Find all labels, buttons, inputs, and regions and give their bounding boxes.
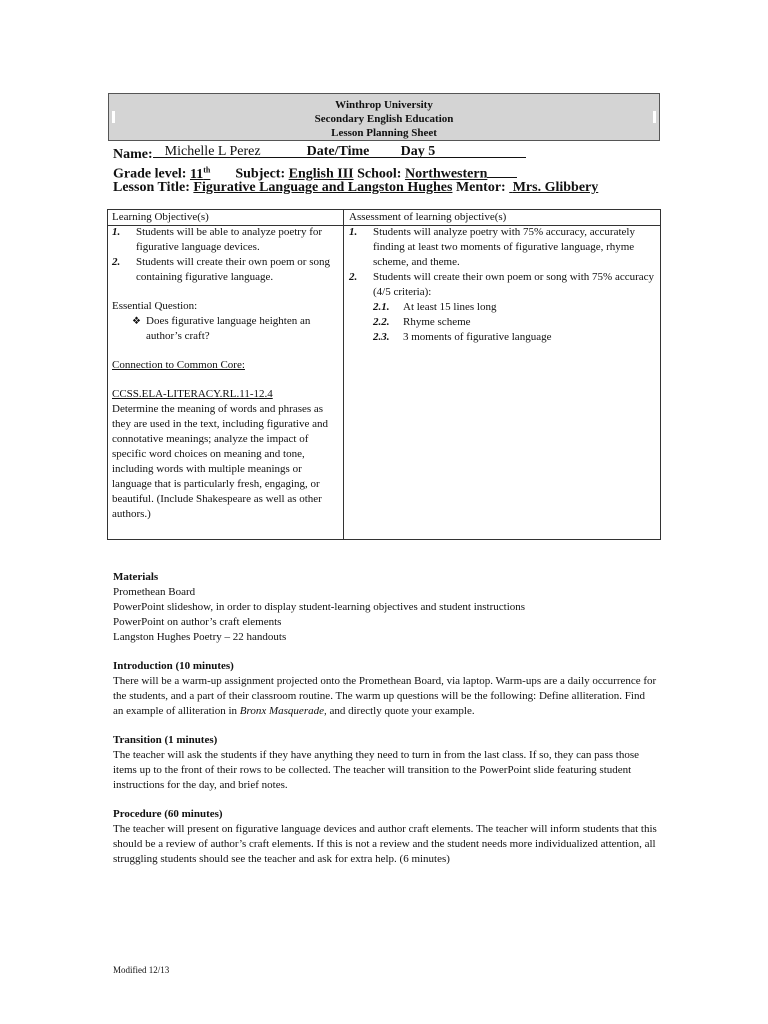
title-row <box>113 179 598 196</box>
material-item: PowerPoint slideshow, in order to display student-learning objectives and student instructions <box>113 601 526 613</box>
footer-modified-date: Modified 12/13 <box>113 965 170 975</box>
name-label: Name: <box>113 147 153 162</box>
school-underline <box>487 163 517 178</box>
criteria-item: 2.1. At least 15 lines long <box>373 301 497 313</box>
name-value: Michelle L Perez <box>164 144 261 159</box>
assessment-column <box>349 210 655 345</box>
school-label: School: <box>357 166 402 182</box>
name-row <box>113 143 526 163</box>
material-item: Langston Hughes Poetry – 22 handouts <box>113 631 287 643</box>
ccss-standard-text: Determine the meaning of words and phrases as they are used in the text, including figurative and connotative meanings; analyze the impact of specific word choices on meaning and tone, including words with multiple meanings or language that is particularly fresh, engaging, or beautiful. (Include Shakespeare as well as other authors.) <box>112 403 328 520</box>
materials-heading: Materials <box>113 571 159 583</box>
header-right-marker <box>653 111 656 123</box>
learning-objectives-column <box>112 210 340 522</box>
datetime-value: Day 5 <box>400 144 436 159</box>
datetime-label: Date/Time <box>306 144 370 159</box>
diamond-bullet-icon: ❖ <box>132 316 141 327</box>
essential-question-label: Essential Question: <box>112 300 198 312</box>
header-left-marker <box>112 111 115 123</box>
lesson-title-label: Lesson Title: <box>113 180 190 195</box>
procedure-heading: Procedure (60 minutes) <box>113 808 223 820</box>
assessment-item: 2. Students will create their own poem or song with 75% accuracy (4/5 criteria): <box>349 271 655 298</box>
learning-objectives-header: Learning Objective(s) <box>112 211 209 223</box>
grade-value: 11th <box>189 165 211 182</box>
subject-value: English III <box>288 166 354 182</box>
mentor-value: Mrs. Glibbery <box>512 180 599 195</box>
material-item: PowerPoint on author’s craft elements <box>113 616 282 628</box>
name-field <box>153 143 391 158</box>
grade-label: Grade level: <box>113 166 187 182</box>
table-column-divider <box>343 210 344 539</box>
procedure-text: The teacher will present on figurative language devices and author craft elements. The teacher will inform students that this should be a review of author’s craft elements. If this is not a review and the student needs more individualized attention, all struggling students should see the teacher and ask for extra help. (6 minutes) <box>113 823 657 865</box>
transition-heading: Transition (1 minutes) <box>113 734 218 746</box>
introduction-heading: Introduction (10 minutes) <box>113 660 234 672</box>
criteria-item: 2.3. 3 moments of figurative language <box>373 331 552 343</box>
university-header <box>108 93 660 141</box>
introduction-text: There will be a warm-up assignment projected onto the Promethean Board, via laptop. Warm-ups are a daily occurrence for the students, and a part of their classroom routine. The warm up questions will be the following: Define alliteration. Find an example of alliteration in Bronx Masquerade, and directly quote your example. <box>113 675 657 717</box>
criteria-item: 2.2. Rhyme scheme <box>373 316 471 328</box>
program-name: Secondary English Education <box>314 113 454 125</box>
assessment-item: 1. Students will analyze poetry with 75% accuracy, accurately finding at least two moments of figurative language, rhyme scheme, and theme. <box>349 226 635 268</box>
objective-item: 2. Students will create their own poem or song containing figurative language. <box>112 256 330 283</box>
common-core-label: Connection to Common Core: <box>112 359 245 371</box>
essential-question: ❖ Does figurative language heighten an author’s craft? <box>132 315 311 342</box>
lesson-title-value: Figurative Language and Langston Hughes <box>193 180 453 195</box>
lesson-body <box>113 570 658 867</box>
transition-text: The teacher will ask the students if they have anything they need to turn in from the last class. If so, they can pass those items up to the front of their rows to be collected. The teacher will transition to the PowerPoint slide featuring student instructions for the day, and brief notes. <box>113 749 640 791</box>
material-item: Promethean Board <box>113 586 196 598</box>
university-name: Winthrop University <box>335 99 433 111</box>
datetime-field <box>391 143 526 158</box>
sheet-title: Lesson Planning Sheet <box>331 127 437 139</box>
mentor-label: Mentor: <box>455 180 506 195</box>
objective-item: 1. Students will be able to analyze poetry for figurative language devices. <box>112 226 323 253</box>
ccss-standard-code[interactable]: CCSS.ELA-LITERACY.RL.11-12.4 <box>112 388 273 400</box>
subject-label: Subject: <box>235 166 286 182</box>
assessment-header: Assessment of learning objective(s) <box>349 211 507 223</box>
objectives-table <box>107 209 661 540</box>
school-value: Northwestern <box>404 166 488 182</box>
